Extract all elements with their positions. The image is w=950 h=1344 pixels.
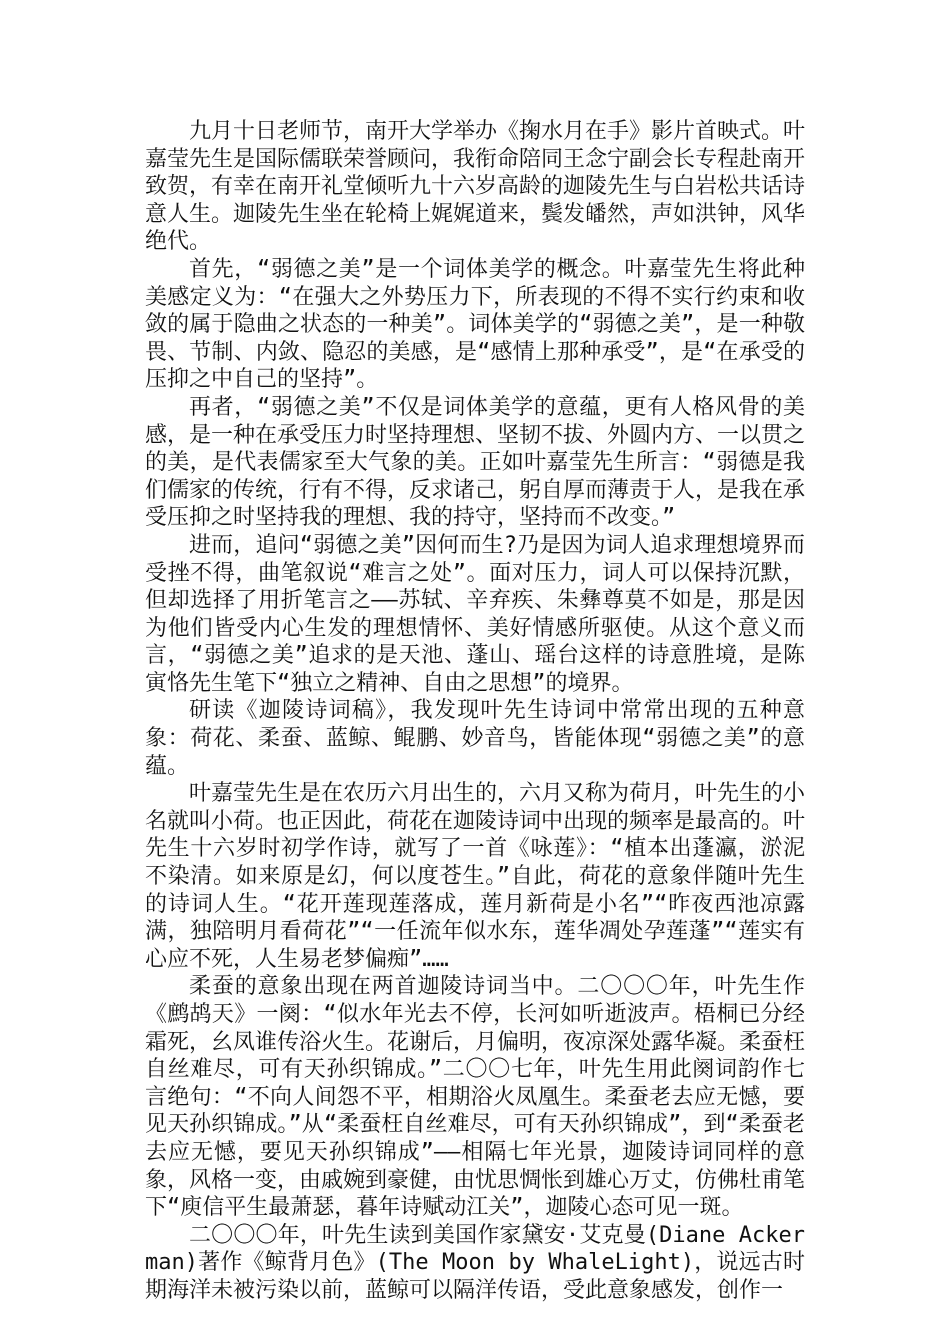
paragraph-silkworm: 柔蚕的意象出现在两首迦陵诗词当中。二〇〇〇年，叶先生作《鹧鸪天》一阕：“似水年光去不停，长河如听逝波声。梧桐已分经霜死，幺凤谁传浴火生。花谢后，月偏明，夜凉深处露华凝。柔蚕枉自丝难尽，可有天孙织锦成。”二〇〇七年，叶先生用此阕词韵作七言绝句：“不向人间怨不平，相期浴火凤凰生。柔蚕老去应无憾，要见天孙织锦成。”从“柔蚕枉自丝难尽，可有天孙织锦成”，到“柔蚕老去应无憾，要见天孙织锦成”——相隔七年光景，迦陵诗词同样的意象，风格一变，由戚婉到豪健，由忧思惆怅到雄心万丈，仿佛杜甫笔下“庾信平生最萧瑟，暮年诗赋动江关”，迦陵心态可见一斑。 xyxy=(145,974,806,1221)
paragraph-character: 再者，“弱德之美”不仅是词体美学的意蕴，更有人格风骨的美感，是一种在承受压力时坚持理想、坚韧不拔、外圆内方、一以贯之的美，是代表儒家至大气象的美。正如叶嘉莹先生所言：“弱德是我们儒家的传统，行有不得，反求诸己，躬自厚而薄责于人，是我在承受压抑之时坚持我的理想、我的持守，坚持而不改变。” xyxy=(145,394,806,531)
paragraph-blue-whale: 二〇〇〇年，叶先生读到美国作家黛安·艾克曼(Diane Ackerman)著作《鲸背月色》(The Moon by WhaleLight)，说远古时期海洋未被污染以前，蓝鲸可以隔洋传语，受此意象感发，创作一 xyxy=(145,1222,805,1303)
paragraph-opening: 九月十日老师节，南开大学举办《掬水月在手》影片首映式。叶嘉莹先生是国际儒联荣誉顾问，我衔命陪同王念宁副会长专程赴南开致贺，有幸在南开礼堂倾听九十六岁高龄的迦陵先生与白岩松共话诗意人生。迦陵先生坐在轮椅上娓娓道来，鬓发皤然，声如洪钟，风华绝代。 xyxy=(145,119,806,255)
paragraph-definition: 首先，“弱德之美”是一个词体美学的概念。叶嘉莹先生将此种美感定义为：“在强大之外势压力下，所表现的不得不实行约束和收敛的属于隐曲之状态的一种美”。词体美学的“弱德之美”，是一种敬畏、节制、内敛、隐忍的美感，是“感情上那种承受”，是“在承受的压抑之中自己的坚持”。 xyxy=(145,256,805,393)
article-body xyxy=(145,118,805,1305)
paragraph-five-images: 研读《迦陵诗词稿》，我发现叶先生诗词中常常出现的五种意象：荷花、柔蚕、蓝鲸、鲲鹏、妙音鸟，皆能体现“弱德之美”的意蕴。 xyxy=(145,698,805,779)
paragraph-origin: 进而，追问“弱德之美”因何而生?乃是因为词人追求理想境界而受挫不得，曲笔叙说“难言之处”。面对压力，词人可以保持沉默，但却选择了用折笔言之——苏轼、辛弃疾、朱彝尊莫不如是，那是因为他们皆受内心生发的理想情怀、美好情感所驱使。从这个意义而言，“弱德之美”追求的是天池、蓬山、瑶台这样的诗意胜境，是陈寅恪先生笔下“独立之精神、自由之思想”的境界。 xyxy=(145,532,805,696)
paragraph-lotus: 叶嘉莹先生是在农历六月出生的，六月又称为荷月，叶先生的小名就叫小荷。也正因此，荷花在迦陵诗词中出现的频率是最高的。叶先生十六岁时初学作诗，就写了一首《咏莲》：“植本出蓬瀛，淤泥不染清。如来原是幻，何以度苍生。”自此，荷花的意象伴随叶先生的诗词人生。“花开莲现莲落成，莲月新荷是小名”“昨夜西池凉露满，独陪明月看荷花”“一任流年似水东，莲华凋处孕莲蓬”“莲实有心应不死，人生易老梦偏痴”…… xyxy=(145,781,806,972)
